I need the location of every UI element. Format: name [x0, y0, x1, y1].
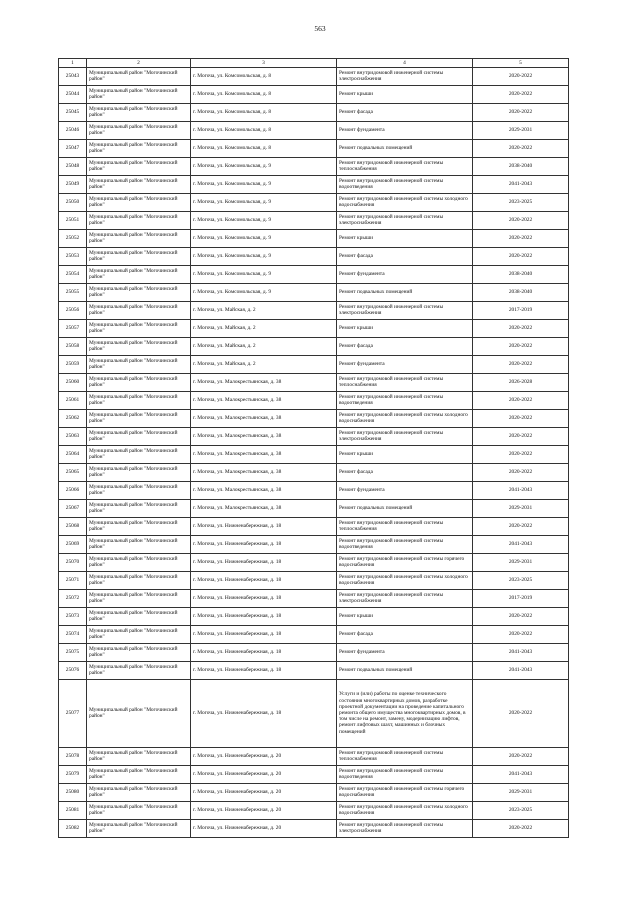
address-cell: г. Могоча, ул. Комсомольская, д. 9	[191, 265, 337, 283]
address-cell: г. Могоча, ул. Нижненабережная, д. 18	[191, 571, 337, 589]
address-cell: г. Могоча, ул. Комсомольская, д. 9	[191, 175, 337, 193]
address-cell: г. Могоча, ул. Комсомольская, д. 8	[191, 67, 337, 85]
table-row	[59, 481, 569, 499]
table-row	[59, 625, 569, 643]
table-row	[59, 337, 569, 355]
column-header: 5	[473, 59, 569, 68]
table-row	[59, 391, 569, 409]
work-type-cell: Ремонт фасада	[337, 247, 473, 265]
address-cell: г. Могоча, ул. Комсомольская, д. 9	[191, 193, 337, 211]
period-cell: 2020-2022	[473, 607, 569, 625]
address-cell: г. Могоча, ул. Малокрестьянская, д. 38	[191, 427, 337, 445]
period-cell: 2020-2022	[473, 463, 569, 481]
work-type-cell: Ремонт внутридомовой инженерной системы холодного водоснабжения	[337, 409, 473, 427]
row-id: 25043	[59, 67, 87, 85]
work-type-cell: Ремонт крыши	[337, 229, 473, 247]
period-cell: 2020-2022	[473, 139, 569, 157]
address-cell: г. Могоча, ул. Комсомольская, д. 9	[191, 157, 337, 175]
address-cell: г. Могоча, ул. Малокрестьянская, д. 38	[191, 373, 337, 391]
district-cell: Муниципальный район "Могочинский район"	[87, 265, 191, 283]
row-id: 25076	[59, 661, 87, 679]
table-row	[59, 139, 569, 157]
row-id: 25081	[59, 801, 87, 819]
district-cell: Муниципальный район "Могочинский район"	[87, 589, 191, 607]
period-cell: 2041-2043	[473, 481, 569, 499]
row-id: 25052	[59, 229, 87, 247]
work-type-cell: Ремонт подвальных помещений	[337, 661, 473, 679]
table-row	[59, 103, 569, 121]
work-type-cell: Ремонт внутридомовой инженерной системы горячего водоснабжения	[337, 553, 473, 571]
row-id: 25051	[59, 211, 87, 229]
row-id: 25045	[59, 103, 87, 121]
period-cell: 2020-2022	[473, 355, 569, 373]
table-row	[59, 409, 569, 427]
work-type-cell: Ремонт фасада	[337, 337, 473, 355]
table-row	[59, 819, 569, 837]
table-row	[59, 67, 569, 85]
row-id: 25050	[59, 193, 87, 211]
work-type-cell: Ремонт внутридомовой инженерной системы теплоснабжения	[337, 517, 473, 535]
period-cell: 2020-2022	[473, 427, 569, 445]
period-cell: 2020-2022	[473, 103, 569, 121]
district-cell: Муниципальный район "Могочинский район"	[87, 427, 191, 445]
period-cell: 2023-2025	[473, 801, 569, 819]
period-cell: 2029-2031	[473, 783, 569, 801]
district-cell: Муниципальный район "Могочинский район"	[87, 319, 191, 337]
period-cell: 2020-2022	[473, 517, 569, 535]
address-cell: г. Могоча, ул. Комсомольская, д. 8	[191, 121, 337, 139]
work-type-cell: Ремонт внутридомовой инженерной системы водоотведения	[337, 535, 473, 553]
row-id: 25054	[59, 265, 87, 283]
table-row	[59, 571, 569, 589]
row-id: 25053	[59, 247, 87, 265]
address-cell: г. Могоча, ул. Нижненабережная, д. 20	[191, 747, 337, 765]
work-type-cell: Ремонт фундамента	[337, 643, 473, 661]
address-cell: г. Могоча, ул. Нижненабережная, д. 18	[191, 607, 337, 625]
district-cell: Муниципальный район "Могочинский район"	[87, 157, 191, 175]
period-cell: 2038-2040	[473, 283, 569, 301]
work-type-cell: Ремонт подвальных помещений	[337, 139, 473, 157]
period-cell: 2020-2022	[473, 679, 569, 747]
work-type-cell: Ремонт внутридомовой инженерной системы водоотведения	[337, 175, 473, 193]
table-row	[59, 607, 569, 625]
period-cell: 2038-2040	[473, 265, 569, 283]
table-row	[59, 765, 569, 783]
district-cell: Муниципальный район "Могочинский район"	[87, 643, 191, 661]
work-type-cell: Ремонт внутридомовой инженерной системы электроснабжения	[337, 589, 473, 607]
work-type-cell: Ремонт подвальных помещений	[337, 283, 473, 301]
row-id: 25070	[59, 553, 87, 571]
row-id: 25071	[59, 571, 87, 589]
table-row	[59, 319, 569, 337]
row-id: 25055	[59, 283, 87, 301]
district-cell: Муниципальный район "Могочинский район"	[87, 625, 191, 643]
address-cell: г. Могоча, ул. Майская, д. 2	[191, 337, 337, 355]
district-cell: Муниципальный район "Могочинский район"	[87, 301, 191, 319]
column-header: 2	[87, 59, 191, 68]
row-id: 25066	[59, 481, 87, 499]
address-cell: г. Могоча, ул. Нижненабережная, д. 18	[191, 679, 337, 747]
column-header: 4	[337, 59, 473, 68]
work-type-cell: Ремонт внутридомовой инженерной системы теплоснабжения	[337, 373, 473, 391]
period-cell: 2029-2031	[473, 121, 569, 139]
work-type-cell: Ремонт внутридомовой инженерной системы теплоснабжения	[337, 157, 473, 175]
period-cell: 2041-2043	[473, 643, 569, 661]
address-cell: г. Могоча, ул. Майская, д. 2	[191, 355, 337, 373]
table-row	[59, 517, 569, 535]
address-cell: г. Могоча, ул. Майская, д. 2	[191, 319, 337, 337]
row-id: 25075	[59, 643, 87, 661]
address-cell: г. Могоча, ул. Малокрестьянская, д. 38	[191, 463, 337, 481]
address-cell: г. Могоча, ул. Майская, д. 2	[191, 301, 337, 319]
district-cell: Муниципальный район "Могочинский район"	[87, 193, 191, 211]
period-cell: 2041-2043	[473, 765, 569, 783]
address-cell: г. Могоча, ул. Нижненабережная, д. 18	[191, 643, 337, 661]
table-row	[59, 157, 569, 175]
district-cell: Муниципальный район "Могочинский район"	[87, 553, 191, 571]
work-type-cell: Ремонт крыши	[337, 85, 473, 103]
period-cell: 2041-2043	[473, 175, 569, 193]
work-type-cell: Ремонт внутридомовой инженерной системы горячего водоснабжения	[337, 783, 473, 801]
work-type-cell: Ремонт внутридомовой инженерной системы электроснабжения	[337, 211, 473, 229]
district-cell: Муниципальный район "Могочинский район"	[87, 535, 191, 553]
table-row	[59, 661, 569, 679]
district-cell: Муниципальный район "Могочинский район"	[87, 517, 191, 535]
address-cell: г. Могоча, ул. Комсомольская, д. 9	[191, 211, 337, 229]
work-type-cell: Ремонт подвальных помещений	[337, 499, 473, 517]
district-cell: Муниципальный район "Могочинский район"	[87, 783, 191, 801]
row-id: 25082	[59, 819, 87, 837]
row-id: 25060	[59, 373, 87, 391]
table-row	[59, 121, 569, 139]
district-cell: Муниципальный район "Могочинский район"	[87, 409, 191, 427]
table-row	[59, 463, 569, 481]
address-cell: г. Могоча, ул. Комсомольская, д. 9	[191, 229, 337, 247]
work-type-cell: Ремонт фасада	[337, 103, 473, 121]
address-cell: г. Могоча, ул. Комсомольская, д. 8	[191, 103, 337, 121]
district-cell: Муниципальный район "Могочинский район"	[87, 337, 191, 355]
table-row	[59, 801, 569, 819]
district-cell: Муниципальный район "Могочинский район"	[87, 391, 191, 409]
district-cell: Муниципальный район "Могочинский район"	[87, 229, 191, 247]
work-type-cell: Ремонт внутридомовой инженерной системы водоотведения	[337, 391, 473, 409]
address-cell: г. Могоча, ул. Нижненабережная, д. 18	[191, 553, 337, 571]
column-header: 1	[59, 59, 87, 68]
column-number-row	[59, 59, 569, 68]
period-cell: 2020-2022	[473, 85, 569, 103]
period-cell: 2020-2022	[473, 337, 569, 355]
district-cell: Муниципальный район "Могочинский район"	[87, 139, 191, 157]
address-cell: г. Могоча, ул. Комсомольская, д. 9	[191, 283, 337, 301]
district-cell: Муниципальный район "Могочинский район"	[87, 445, 191, 463]
work-type-cell: Ремонт внутридомовой инженерной системы электроснабжения	[337, 427, 473, 445]
work-type-cell: Ремонт фундамента	[337, 121, 473, 139]
row-id: 25057	[59, 319, 87, 337]
period-cell: 2041-2043	[473, 535, 569, 553]
table-row	[59, 747, 569, 765]
period-cell: 2017-2019	[473, 589, 569, 607]
district-cell: Муниципальный район "Могочинский район"	[87, 103, 191, 121]
district-cell: Муниципальный район "Могочинский район"	[87, 661, 191, 679]
address-cell: г. Могоча, ул. Нижненабережная, д. 18	[191, 625, 337, 643]
row-id: 25077	[59, 679, 87, 747]
table-row	[59, 193, 569, 211]
table-row	[59, 211, 569, 229]
column-header: 3	[191, 59, 337, 68]
table-row	[59, 175, 569, 193]
table-row	[59, 283, 569, 301]
district-cell: Муниципальный район "Могочинский район"	[87, 765, 191, 783]
address-cell: г. Могоча, ул. Нижненабережная, д. 18	[191, 661, 337, 679]
period-cell: 2017-2019	[473, 301, 569, 319]
work-type-cell: Ремонт внутридомовой инженерной системы электроснабжения	[337, 301, 473, 319]
period-cell: 2020-2022	[473, 625, 569, 643]
row-id: 25073	[59, 607, 87, 625]
period-cell: 2020-2022	[473, 319, 569, 337]
page-number: 563	[314, 24, 326, 33]
period-cell: 2020-2022	[473, 67, 569, 85]
row-id: 25058	[59, 337, 87, 355]
repair-schedule-table	[58, 58, 569, 838]
table-row	[59, 247, 569, 265]
row-id: 25056	[59, 301, 87, 319]
district-cell: Муниципальный район "Могочинский район"	[87, 121, 191, 139]
address-cell: г. Могоча, ул. Малокрестьянская, д. 38	[191, 409, 337, 427]
work-type-cell: Ремонт внутридомовой инженерной системы холодного водоснабжения	[337, 571, 473, 589]
address-cell: г. Могоча, ул. Нижненабережная, д. 18	[191, 535, 337, 553]
district-cell: Муниципальный район "Могочинский район"	[87, 247, 191, 265]
period-cell: 2041-2043	[473, 661, 569, 679]
row-id: 25067	[59, 499, 87, 517]
address-cell: г. Могоча, ул. Комсомольская, д. 9	[191, 247, 337, 265]
district-cell: Муниципальный район "Могочинский район"	[87, 85, 191, 103]
row-id: 25062	[59, 409, 87, 427]
row-id: 25080	[59, 783, 87, 801]
row-id: 25044	[59, 85, 87, 103]
work-type-cell: Ремонт фундамента	[337, 265, 473, 283]
district-cell: Муниципальный район "Могочинский район"	[87, 801, 191, 819]
address-cell: г. Могоча, ул. Малокрестьянская, д. 38	[191, 445, 337, 463]
district-cell: Муниципальный район "Могочинский район"	[87, 481, 191, 499]
district-cell: Муниципальный район "Могочинский район"	[87, 499, 191, 517]
period-cell: 2038-2040	[473, 157, 569, 175]
work-type-cell: Ремонт фундамента	[337, 355, 473, 373]
address-cell: г. Могоча, ул. Нижненабережная, д. 20	[191, 783, 337, 801]
row-id: 25068	[59, 517, 87, 535]
table-row	[59, 373, 569, 391]
period-cell: 2020-2022	[473, 247, 569, 265]
address-cell: г. Могоча, ул. Нижненабережная, д. 18	[191, 517, 337, 535]
work-type-cell: Ремонт крыши	[337, 319, 473, 337]
work-type-cell: Услуги и (или) работы по оценке технического состояния многоквартирных домов, разработке проектной документации на проведение капитального ремонта общего имущества многоквартирных домов, в том числе на ремонт, замену, модернизацию лифтов, ремонт лифтовых шахт, машинных и блочных помещений	[337, 679, 473, 747]
period-cell: 2029-2031	[473, 553, 569, 571]
row-id: 25072	[59, 589, 87, 607]
row-id: 25059	[59, 355, 87, 373]
address-cell: г. Могоча, ул. Малокрестьянская, д. 38	[191, 391, 337, 409]
address-cell: г. Могоча, ул. Комсомольская, д. 8	[191, 85, 337, 103]
period-cell: 2029-2031	[473, 499, 569, 517]
period-cell: 2023-2025	[473, 193, 569, 211]
table-row	[59, 679, 569, 747]
table-row	[59, 301, 569, 319]
period-cell: 2020-2022	[473, 747, 569, 765]
row-id: 25061	[59, 391, 87, 409]
row-id: 25069	[59, 535, 87, 553]
address-cell: г. Могоча, ул. Малокрестьянская, д. 38	[191, 481, 337, 499]
row-id: 25063	[59, 427, 87, 445]
address-cell: г. Могоча, ул. Комсомольская, д. 8	[191, 139, 337, 157]
district-cell: Муниципальный район "Могочинский район"	[87, 283, 191, 301]
table-row	[59, 427, 569, 445]
work-type-cell: Ремонт крыши	[337, 445, 473, 463]
work-type-cell: Ремонт фасада	[337, 625, 473, 643]
row-id: 25065	[59, 463, 87, 481]
work-type-cell: Ремонт фасада	[337, 463, 473, 481]
period-cell: 2020-2022	[473, 445, 569, 463]
work-type-cell: Ремонт фундамента	[337, 481, 473, 499]
row-id: 25047	[59, 139, 87, 157]
district-cell: Муниципальный район "Могочинский район"	[87, 355, 191, 373]
address-cell: г. Могоча, ул. Нижненабережная, д. 18	[191, 589, 337, 607]
address-cell: г. Могоча, ул. Нижненабережная, д. 20	[191, 801, 337, 819]
district-cell: Муниципальный район "Могочинский район"	[87, 211, 191, 229]
row-id: 25049	[59, 175, 87, 193]
period-cell: 2020-2022	[473, 229, 569, 247]
table-row	[59, 355, 569, 373]
table-row	[59, 265, 569, 283]
period-cell: 2023-2025	[473, 571, 569, 589]
row-id: 25078	[59, 747, 87, 765]
table-row	[59, 643, 569, 661]
period-cell: 2020-2022	[473, 819, 569, 837]
address-cell: г. Могоча, ул. Малокрестьянская, д. 38	[191, 499, 337, 517]
work-type-cell: Ремонт внутридомовой инженерной системы теплоснабжения	[337, 747, 473, 765]
address-cell: г. Могоча, ул. Нижненабережная, д. 20	[191, 765, 337, 783]
table-row	[59, 589, 569, 607]
district-cell: Муниципальный район "Могочинский район"	[87, 747, 191, 765]
table-row	[59, 445, 569, 463]
district-cell: Муниципальный район "Могочинский район"	[87, 373, 191, 391]
district-cell: Муниципальный район "Могочинский район"	[87, 463, 191, 481]
district-cell: Муниципальный район "Могочинский район"	[87, 67, 191, 85]
district-cell: Муниципальный район "Могочинский район"	[87, 175, 191, 193]
period-cell: 2020-2022	[473, 211, 569, 229]
period-cell: 2020-2022	[473, 409, 569, 427]
district-cell: Муниципальный район "Могочинский район"	[87, 607, 191, 625]
table-row	[59, 553, 569, 571]
table-body	[59, 67, 569, 837]
table-row	[59, 85, 569, 103]
period-cell: 2020-2022	[473, 391, 569, 409]
work-type-cell: Ремонт внутридомовой инженерной системы электроснабжения	[337, 67, 473, 85]
district-cell: Муниципальный район "Могочинский район"	[87, 679, 191, 747]
row-id: 25064	[59, 445, 87, 463]
table-row	[59, 229, 569, 247]
row-id: 25074	[59, 625, 87, 643]
period-cell: 2026-2028	[473, 373, 569, 391]
district-cell: Муниципальный район "Могочинский район"	[87, 571, 191, 589]
work-type-cell: Ремонт крыши	[337, 607, 473, 625]
work-type-cell: Ремонт внутридомовой инженерной системы электроснабжения	[337, 819, 473, 837]
table-row	[59, 783, 569, 801]
table-row	[59, 535, 569, 553]
row-id: 25048	[59, 157, 87, 175]
work-type-cell: Ремонт внутридомовой инженерной системы холодного водоснабжения	[337, 801, 473, 819]
district-cell: Муниципальный район "Могочинский район"	[87, 819, 191, 837]
work-type-cell: Ремонт внутридомовой инженерной системы холодного водоснабжения	[337, 193, 473, 211]
address-cell: г. Могоча, ул. Нижненабережная, д. 20	[191, 819, 337, 837]
table-row	[59, 499, 569, 517]
row-id: 25079	[59, 765, 87, 783]
work-type-cell: Ремонт внутридомовой инженерной системы водоотведения	[337, 765, 473, 783]
row-id: 25046	[59, 121, 87, 139]
